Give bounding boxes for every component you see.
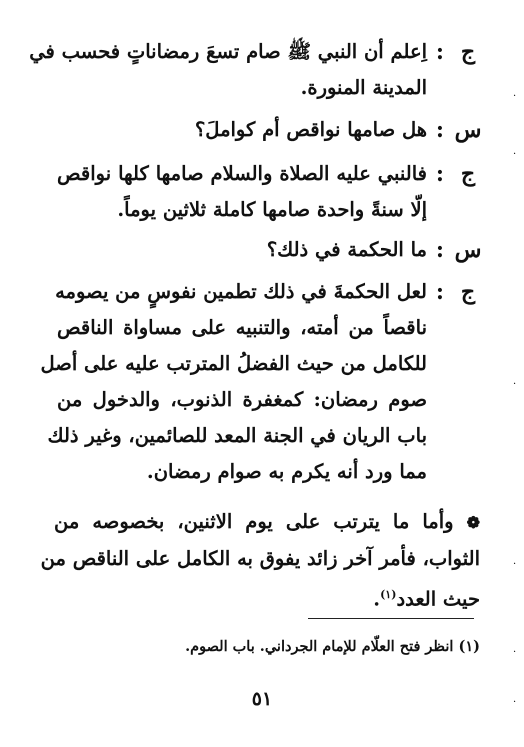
question-text	[57, 112, 427, 148]
separator-colon: :	[435, 279, 444, 305]
scan-speck: ·	[513, 559, 517, 570]
footnote-text: انظر فتح العلّام للإمام الجرداني. باب الصوم.	[185, 638, 454, 655]
question-marker: س	[454, 117, 482, 143]
footnote	[185, 634, 480, 660]
question-marker: س	[454, 237, 482, 263]
answer-text	[57, 156, 427, 228]
text-line-content: حيث العدد	[396, 587, 480, 611]
answer-marker: ج	[460, 39, 476, 65]
scan-speck: ·	[513, 697, 517, 708]
text-line: ناقصاً من أمته، والتنبيه على مساواة الناقص	[57, 316, 427, 339]
text-line: مما ورد أنه يكرم به صوام رمضان.	[146, 460, 427, 483]
text-line: ما الحكمة في ذلك؟	[266, 238, 427, 261]
answer-marker: ج	[460, 279, 476, 305]
text-line: الثواب، فأمر آخر زائد يفوق به الكامل على الناقص من	[40, 547, 480, 570]
separator-colon: :	[435, 39, 444, 65]
scan-speck: ·	[513, 91, 517, 102]
text-line: لعل الحكمةَ في ذلك تطمين نفوسٍ من يصومه	[55, 280, 427, 303]
text-line: المدينة المنورة.	[300, 76, 427, 99]
footnote-divider	[308, 618, 474, 619]
scan-speck: ·	[513, 379, 517, 390]
closing-paragraph	[40, 504, 480, 618]
text-line: إلّا سنةً واحدة صامها كاملة ثلاثين يوماً.	[117, 198, 427, 221]
answer-text	[29, 34, 427, 106]
text-line: فالنبي عليه الصلاة والسلام صامها كلها نواقص	[57, 162, 427, 185]
scan-speck: ·	[513, 149, 517, 160]
answer-text	[40, 274, 427, 490]
footnote-number: (١)	[458, 638, 480, 655]
page-number: ٥١	[251, 688, 273, 710]
separator-colon: :	[435, 117, 444, 143]
text-line: هل صامها نواقص أم كواملَ؟	[194, 118, 427, 141]
text-line: اِعلم أن النبي ﷺ صام تسعَ رمضاناتٍ فحسب في	[29, 40, 427, 63]
text-line: صوم رمضان: كمغفرة الذنوب، والدخول من	[57, 388, 427, 411]
text-line	[54, 577, 480, 618]
text-line: باب الريان في الجنة المعد للصائمين، وغير ذلك	[47, 424, 427, 447]
period: .	[373, 587, 381, 611]
scan-speck: ·	[513, 647, 517, 658]
answer-marker: ج	[460, 161, 476, 187]
separator-colon: :	[435, 161, 444, 187]
flower-bullet-icon: ❁	[466, 513, 480, 532]
question-text	[57, 232, 427, 268]
separator-colon: :	[435, 237, 444, 263]
footnote-reference: (١)	[380, 588, 397, 601]
text-line	[54, 504, 480, 541]
text-line-content: وأما ما يترتب على يوم الاثنين، بخصوصه من	[54, 510, 454, 533]
text-line: للكامل من حيث الفضلُ المترتب عليه على أصل	[40, 352, 427, 375]
